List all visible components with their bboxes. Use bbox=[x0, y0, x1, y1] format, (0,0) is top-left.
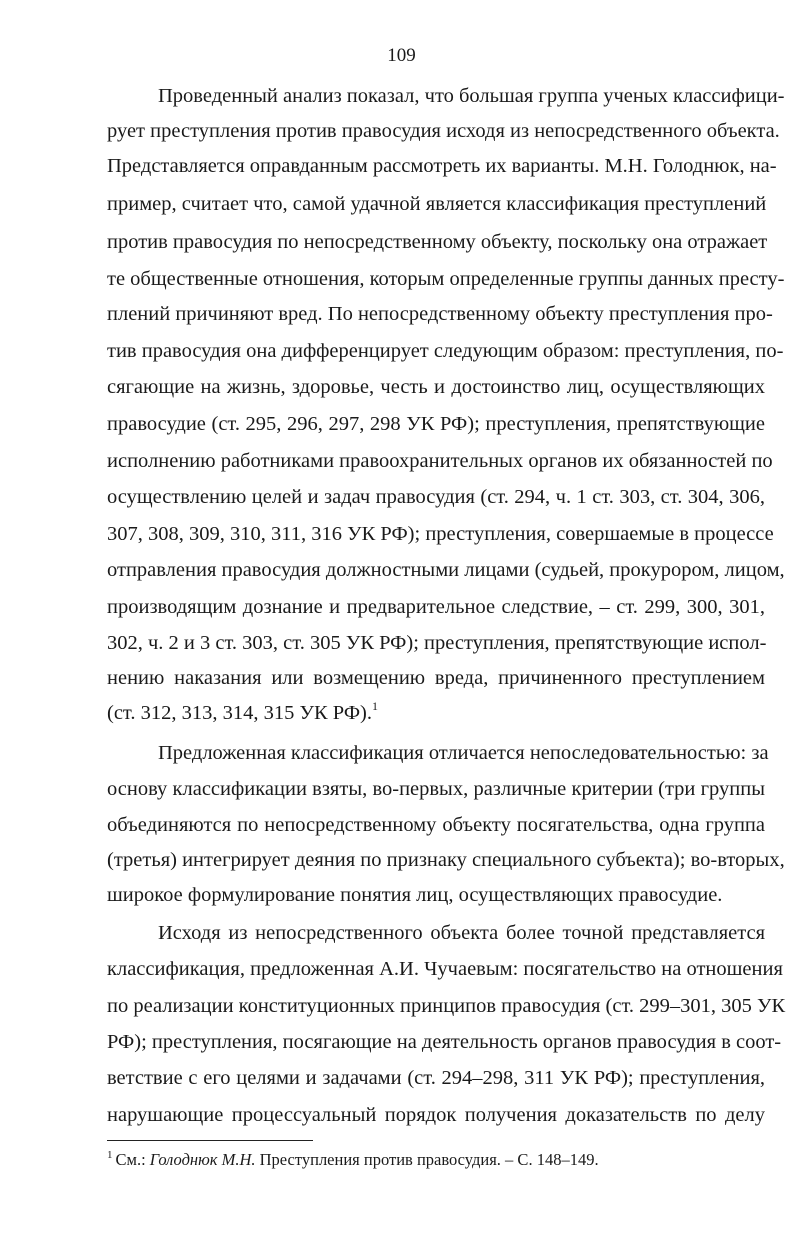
footnote-divider bbox=[107, 1140, 313, 1141]
page-number: 109 bbox=[387, 45, 416, 66]
paragraph-1-line: отправления правосудия должностными лицами (судьей, прокурором, лицом, bbox=[107, 559, 785, 581]
footnote-reference: 1 bbox=[371, 699, 378, 713]
paragraph-1-line: те общественные отношения, которым определенные группы данных престу- bbox=[107, 268, 785, 290]
paragraph-1-line: нению наказания или возмещению вреда, причиненного преступлением bbox=[107, 667, 765, 689]
paragraph-3-line: классификация, предложенная А.И. Чучаевым: посягательство на отношения bbox=[107, 958, 783, 980]
paragraph-1-line: производящим дознание и предварительное следствие, – ст. 299, 300, 301, bbox=[107, 596, 765, 618]
paragraph-1-last-line bbox=[107, 700, 765, 726]
paragraph-3-line: по реализации конституционных принципов правосудия (ст. 299–301, 305 УК bbox=[107, 995, 786, 1017]
paragraph-1-line: осуществлению целей и задач правосудия (ст. 294, ч. 1 ст. 303, ст. 304, 306, bbox=[107, 486, 765, 508]
paragraph-2-line: основу классификации взяты, во-первых, различные критерии (три группы bbox=[107, 778, 765, 800]
footnote bbox=[107, 1148, 599, 1172]
paragraph-3-line: ветствие с его целями и задачами (ст. 294–298, 311 УК РФ); преступления, bbox=[107, 1067, 765, 1089]
footnote-prefix: См.: bbox=[115, 1150, 146, 1169]
paragraph-1-line: правосудие (ст. 295, 296, 297, 298 УК РФ); преступления, препятствующие bbox=[107, 413, 765, 435]
footnote-text: Преступления против правосудия. – С. 148–149. bbox=[259, 1150, 599, 1169]
paragraph-2-line: объединяются по непосредственному объекту посягательства, одна группа bbox=[107, 814, 765, 836]
paragraph-3-line: Исходя из непосредственного объекта более точной представляется bbox=[158, 922, 765, 944]
paragraph-1-line: рует преступления против правосудия исходя из непосредственного объекта. bbox=[107, 120, 780, 142]
paragraph-1-line: 302, ч. 2 и 3 ст. 303, ст. 305 УК РФ); преступления, препятствующие испол- bbox=[107, 632, 767, 654]
paragraph-1-line: против правосудия по непосредственному объекту, поскольку она отражает bbox=[107, 231, 768, 253]
paragraph-1-line: 307, 308, 309, 310, 311, 316 УК РФ); преступления, совершаемые в процессе bbox=[107, 523, 774, 545]
paragraph-1-line: сягающие на жизнь, здоровье, честь и достоинство лиц, осуществляющих bbox=[107, 376, 765, 398]
footnote-mark: 1 bbox=[107, 1149, 113, 1161]
paragraph-1-line: Представляется оправданным рассмотреть их варианты. М.Н. Голоднюк, на- bbox=[107, 155, 777, 177]
paragraph-2-line: (третья) интегрирует деяния по признаку специального субъекта); во-вторых, bbox=[107, 849, 785, 871]
paragraph-1-line: тив правосудия она дифференцирует следующим образом: преступления, по- bbox=[107, 340, 784, 362]
paragraph-1-line: (ст. 312, 313, 314, 315 УК РФ). bbox=[107, 702, 372, 724]
paragraph-3-line: РФ); преступления, посягающие на деятельность органов правосудия в соот- bbox=[107, 1031, 782, 1053]
paragraph-1-line: плений причиняют вред. По непосредственному объекту преступления про- bbox=[107, 303, 773, 325]
paragraph-1-line: Проведенный анализ показал, что большая группа ученых классифици- bbox=[158, 85, 785, 107]
paragraph-2-line: широкое формулирование понятия лиц, осуществляющих правосудие. bbox=[107, 884, 723, 906]
paragraph-1-line: исполнению работниками правоохранительных органов их обязанностей по bbox=[107, 450, 773, 472]
footnote-author: Голоднюк М.Н. bbox=[149, 1150, 256, 1169]
paragraph-2-line: Предложенная классификация отличается непоследовательностью: за bbox=[158, 742, 769, 764]
paragraph-3-line: нарушающие процессуальный порядок получения доказательств по делу bbox=[107, 1104, 765, 1126]
paragraph-1-line: пример, считает что, самой удачной является классификация преступлений bbox=[107, 193, 767, 215]
